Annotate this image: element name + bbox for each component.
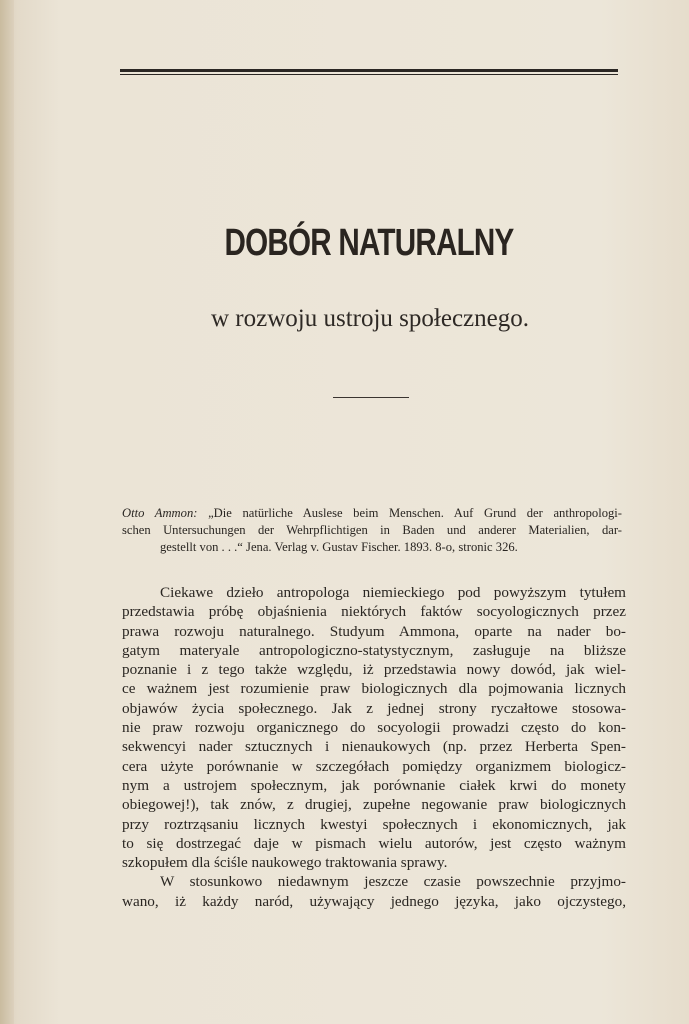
body-line: przedstawia próbę objaśnienia niektórych faktów socyologicznych przez bbox=[122, 603, 626, 621]
citation-line-1: Otto Ammon: „Die natürliche Auslese beim Menschen. Auf Grund der anthropologi- bbox=[122, 506, 623, 520]
body-line: szkopułem dla ściśle naukowego traktowania sprawy. bbox=[122, 854, 448, 872]
body-line: cera użyte porównanie w szczegółach pomiędzy organizmem biologicz- bbox=[122, 757, 626, 775]
section-divider bbox=[333, 397, 409, 398]
citation-author: Otto Ammon: bbox=[122, 506, 198, 520]
body-line: ce ważnem jest rozumienie praw biologicznych dla pojmowania licznych bbox=[122, 680, 626, 698]
citation-line-2: schen Untersuchungen der Wehrpflichtigen in Baden und anderer Materialien, dar- bbox=[122, 523, 622, 537]
body-line: Ciekawe dzieło antropologa niemieckiego pod powyższym tytułem bbox=[160, 584, 626, 601]
body-line: W stosunkowo niedawnym jeszcze czasie powszechnie przyjmo- bbox=[160, 873, 626, 891]
body-line: objawów życia społecznego. Jak z jednej strony ryczałtowe stosowa- bbox=[122, 699, 626, 717]
body-line: to się dostrzegać daje w pismach wielu autorów, jest często ważnym bbox=[122, 834, 626, 852]
body-line: obiegowej!), tak znów, z drugiej, zupełne negowanie praw biologicznych bbox=[122, 796, 626, 814]
body-line: prawa rozwoju naturalnego. Studyum Ammona, oparte na nader bo- bbox=[122, 622, 626, 640]
body-line: wano, iż każdy naród, używający jednego języka, jako ojczystego, bbox=[122, 892, 626, 910]
body-line: nie praw rozwoju organicznego do socyologii prowadzi często do kon- bbox=[122, 719, 626, 737]
body-line: sekwencyi nader sztucznych i nienaukowych (np. przez Herberta Spen- bbox=[122, 738, 626, 756]
body-line: nym a ustrojem społecznym, jak porównanie ciałek krwi do monety bbox=[122, 776, 626, 794]
body-line: gatym materyale antropologiczno-statystycznym, zasługuje na bliższe bbox=[122, 641, 626, 659]
page-spine-edge bbox=[0, 0, 14, 1024]
article-title: DOBÓR NATURALNY bbox=[224, 222, 514, 264]
body-line: przy roztrząsaniu licznych kwestyi społecznych i ekonomicznych, jak bbox=[122, 815, 626, 833]
article-subtitle: w rozwoju ustroju społecznego. bbox=[211, 305, 529, 332]
bibliographic-citation bbox=[122, 505, 622, 556]
body-line: poznanie i z tego także względu, iż przedstawia nowy dowód, jak wiel- bbox=[122, 661, 626, 679]
article-body bbox=[122, 583, 626, 911]
citation-line-3: gestellt von . . .“ Jena. Verlag v. Gustav Fischer. 1893. 8-o, stronic 326. bbox=[160, 540, 518, 554]
header-rule bbox=[120, 69, 618, 75]
